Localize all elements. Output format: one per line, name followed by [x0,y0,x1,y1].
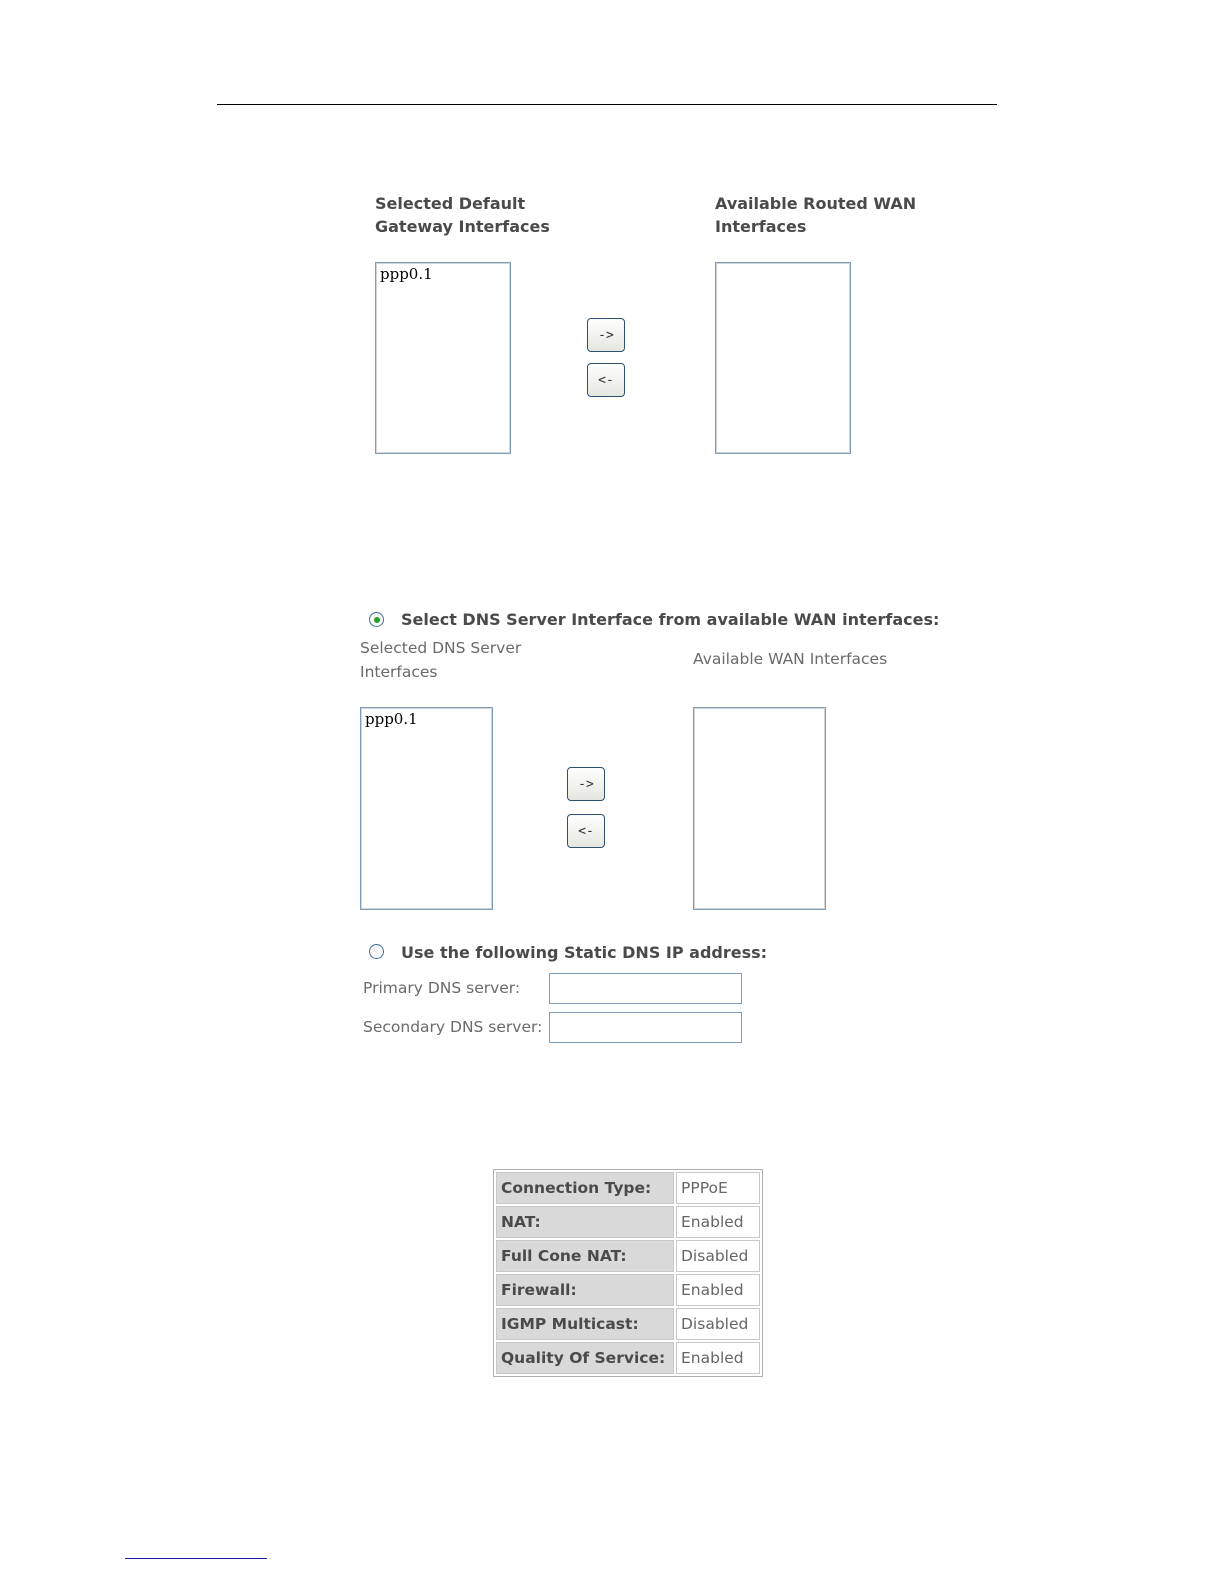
radio-checked-dot [374,617,380,623]
selected-dns-label: Selected DNS Server Interfaces [360,639,522,681]
selected-gateway-listbox[interactable] [375,262,511,454]
table-row [496,1206,760,1238]
dns-select-interface-label: Select DNS Server Interface from available WAN interfaces: [401,610,940,629]
available-wan-label: Available WAN Interfaces [693,650,888,668]
selected-dns-listbox[interactable] [360,707,493,910]
summary-key: Connection Type: [496,1172,674,1204]
available-routed-wan-listbox[interactable] [715,262,851,454]
summary-value: Enabled [676,1342,760,1374]
summary-value: Disabled [676,1308,760,1340]
summary-value: PPPoE [676,1172,760,1204]
available-routed-wan-label: Available Routed WAN Interfaces [715,194,917,236]
move-to-available-button[interactable]: -> [587,318,625,352]
secondary-dns-label: Secondary DNS server: [363,1018,543,1036]
summary-value: Enabled [676,1206,760,1238]
summary-value: Enabled [676,1274,760,1306]
primary-dns-input[interactable] [549,973,742,1004]
primary-dns-label: Primary DNS server: [363,979,521,997]
summary-value: Disabled [676,1240,760,1272]
wan-summary-table [493,1169,763,1377]
table-row [496,1172,760,1204]
dns-static-radio[interactable] [369,944,384,959]
available-wan-listbox[interactable] [693,707,826,910]
summary-key: NAT: [496,1206,674,1238]
table-row [496,1342,760,1374]
dns-select-interface-radio[interactable] [369,612,384,627]
selected-gateway-label: Selected Default Gateway Interfaces [375,194,550,236]
header-rule [217,104,997,105]
summary-key: Quality Of Service: [496,1342,674,1374]
listbox-option[interactable]: ppp0.1 [380,265,433,283]
move-to-selected-button[interactable]: <- [587,363,625,397]
footnote-rule [125,1558,267,1559]
listbox-option[interactable]: ppp0.1 [365,710,418,728]
move-to-available-button[interactable]: -> [567,767,605,801]
table-row [496,1274,760,1306]
secondary-dns-input[interactable] [549,1012,742,1043]
table-row [496,1240,760,1272]
summary-key: Full Cone NAT: [496,1240,674,1272]
summary-key: Firewall: [496,1274,674,1306]
dns-static-label: Use the following Static DNS IP address: [401,943,768,962]
summary-key: IGMP Multicast: [496,1308,674,1340]
move-to-selected-button[interactable]: <- [567,814,605,848]
table-row [496,1308,760,1340]
